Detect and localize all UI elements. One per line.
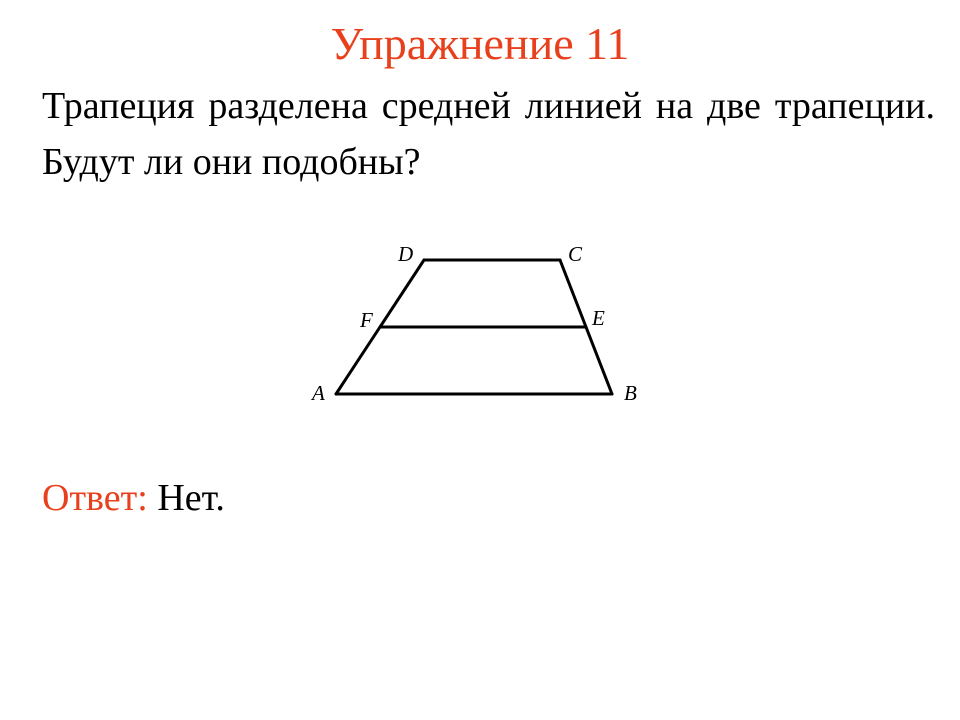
vertex-label-b: B xyxy=(624,381,637,405)
trapezoid-diagram xyxy=(300,236,660,416)
vertex-label-a: A xyxy=(312,381,325,405)
answer xyxy=(42,470,225,526)
vertex-label-d: D xyxy=(398,242,414,266)
vertex-label-c: C xyxy=(568,242,583,266)
vertex-label-f: F xyxy=(360,308,373,332)
answer-value: Нет. xyxy=(157,477,225,519)
problem-text: Трапеция разделена средней линией на две трапеции. Будут ли они подобны? xyxy=(42,85,935,183)
answer-label: Ответ: xyxy=(42,477,148,519)
slide-title: Упражнение 11 xyxy=(330,18,630,69)
vertex-label-e: E xyxy=(592,306,605,330)
trapezoid-svg xyxy=(300,236,660,416)
